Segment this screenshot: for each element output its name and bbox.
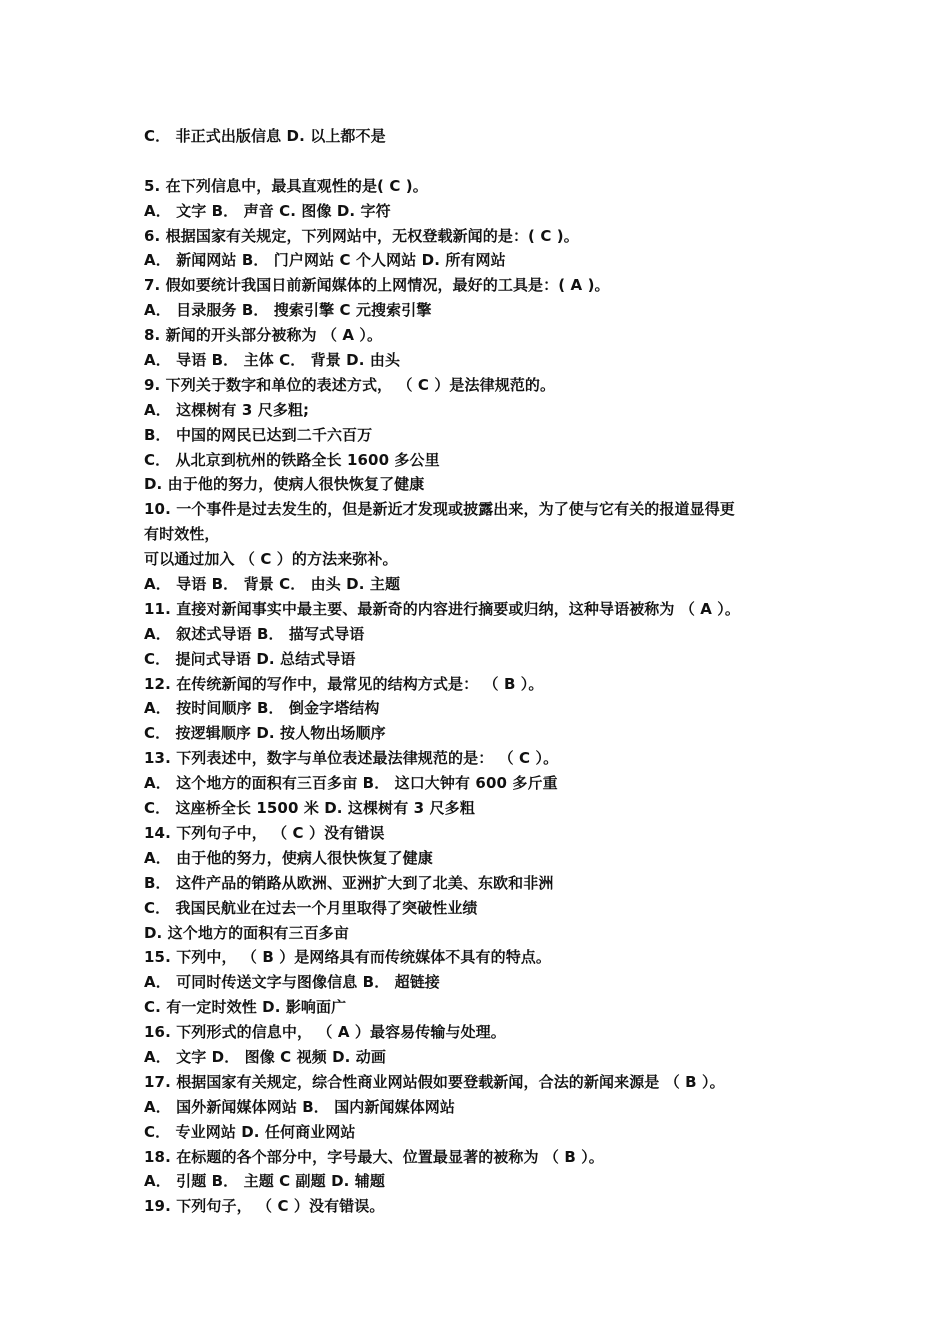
text-line: A． 导语 B． 背景 C． 由头 D. 主题 bbox=[144, 575, 401, 594]
text-line: A． 叙述式导语 B． 描写式导语 bbox=[144, 624, 365, 643]
text-line: C． 非正式出版信息 D. 以上都不是 bbox=[144, 127, 386, 145]
text-line: A． 文字 B． 声音 C. 图像 D. 字符 bbox=[144, 201, 391, 220]
text-line: A． 引题 B． 主题 C 副题 D. 辅题 bbox=[144, 1172, 385, 1191]
text-line: 7. 假如要统计我国日前新闻媒体的上网情况，最好的工具是：( A )。 bbox=[144, 276, 610, 295]
text-line: A． 由于他的努力，使病人很快恢复了健康 bbox=[144, 848, 433, 867]
text-line: B． 这件产品的销路从欧洲、亚洲扩大到了北美、东欧和非洲 bbox=[144, 873, 554, 892]
text-line: B． 中国的网民已达到二千六百万 bbox=[144, 425, 373, 444]
text-line: C． 我国民航业在过去一个月里取得了突破性业绩 bbox=[144, 898, 478, 917]
text-line: A． 这棵树有 3 尺多粗; bbox=[144, 400, 310, 419]
text-line: C． 提问式导语 D. 总结式导语 bbox=[144, 649, 356, 668]
blank-line bbox=[144, 149, 804, 174]
text-line: C． 专业网站 D. 任何商业网站 bbox=[144, 1122, 356, 1141]
text-line: A． 可同时传送文字与图像信息 B． 超链接 bbox=[144, 973, 440, 992]
text-line: C． 从北京到杭州的铁路全长 1600 多公里 bbox=[144, 450, 440, 469]
text-line: 17. 根据国家有关规定，综合性商业网站假如要登载新闻，合法的新闻来源是 （ B ）。 bbox=[144, 1072, 725, 1091]
text-line: 10. 一个事件是过去发生的，但是新近才发现或披露出来，为了使与它有关的报道显得更 bbox=[144, 500, 735, 519]
text-line: A． 导语 B． 主体 C． 背景 D. 由头 bbox=[144, 351, 401, 370]
text-line: 16. 下列形式的信息中， （ A ）最容易传输与处理。 bbox=[144, 1023, 506, 1042]
text-line: 12. 在传统新闻的写作中，最常见的结构方式是： （ B ）。 bbox=[144, 674, 544, 693]
text-line: 15. 下列中， （ B ）是网络具有而传统媒体不具有的特点。 bbox=[144, 948, 551, 967]
text-line: 5. 在下列信息中，最具直观性的是( C )。 bbox=[144, 176, 428, 195]
text-line: A． 文字 D． 图像 C 视频 D. 动画 bbox=[144, 1047, 386, 1066]
text-line: 14. 下列句子中， （ C ）没有错误 bbox=[144, 823, 385, 842]
text-line: A． 按时间顺序 B． 倒金字塔结构 bbox=[144, 699, 380, 718]
text-line: 19. 下列句子， （ C ）没有错误。 bbox=[144, 1197, 385, 1216]
text-line: 13. 下列表述中，数字与单位表述最法律规范的是： （ C ）。 bbox=[144, 749, 559, 768]
text-line: 有时效性， bbox=[144, 525, 220, 544]
text-line: C. 有一定时效性 D. 影响面广 bbox=[144, 998, 347, 1017]
text-line: D. 由于他的努力，使病人很快恢复了健康 bbox=[144, 475, 425, 494]
text-line: 18. 在标题的各个部分中，字号最大、位置最显著的被称为 （ B ）。 bbox=[144, 1147, 604, 1166]
text-line: A． 这个地方的面积有三百多亩 B． 这口大钟有 600 多斤重 bbox=[144, 774, 558, 793]
text-line: A． 目录服务 B． 搜索引擎 C 元搜索引擎 bbox=[144, 301, 432, 320]
text-line: A． 新闻网站 B． 门户网站 C 个人网站 D. 所有网站 bbox=[144, 251, 506, 270]
text-line: C． 这座桥全长 1500 米 D. 这棵树有 3 尺多粗 bbox=[144, 799, 475, 818]
text-line: 11. 直接对新闻事实中最主要、最新奇的内容进行摘要或归纳，这种导语被称为 （ A ）。 bbox=[144, 599, 740, 618]
document-page bbox=[144, 124, 804, 1219]
text-line: C． 按逻辑顺序 D. 按人物出场顺序 bbox=[144, 724, 386, 743]
text-line: A． 国外新闻媒体网站 B． 国内新闻媒体网站 bbox=[144, 1097, 456, 1116]
text-line: 6. 根据国家有关规定，下列网站中，无权登载新闻的是：( C )。 bbox=[144, 226, 579, 245]
text-line: 8. 新闻的开头部分被称为 （ A ）。 bbox=[144, 326, 383, 345]
text-line: D. 这个地方的面积有三百多亩 bbox=[144, 923, 349, 942]
text-line: 可以通过加入 （ C ）的方法来弥补。 bbox=[144, 550, 398, 569]
text-line: 9. 下列关于数字和单位的表述方式， （ C ）是法律规范的。 bbox=[144, 375, 556, 394]
